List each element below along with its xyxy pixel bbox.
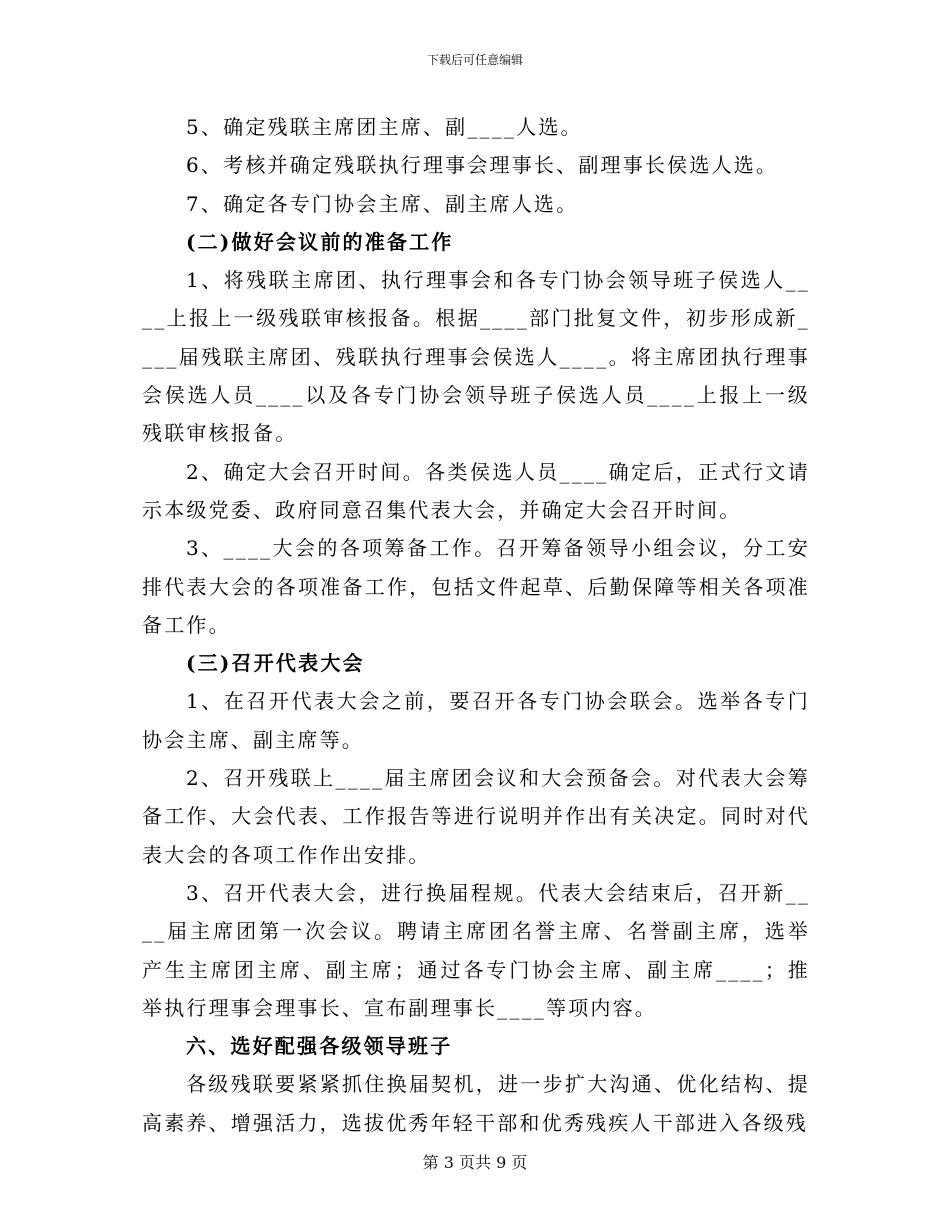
paragraph-prep-3: 3、____大会的各项筹备工作。召开筹备领导小组会议，分工安排代表大会的各项准备工作，包括文件起草、后勤保障等相关各项准备工作。	[142, 536, 810, 637]
section-heading-2: (二)做好会议前的准备工作	[186, 229, 454, 254]
paragraph-congress-3: 3、召开代表大会，进行换届程规。代表大会结束后，召开新____届主席团第一次会议。聘请主席团名誉主席、名誉副主席，选举产生主席团主席、副主席；通过各专门协会主席、副主席____；推举执行理事会理事长、宣布副理事长____等项内容。	[142, 880, 810, 1020]
list-item-5: 5、确定残联主席团主席、副____人选。	[186, 115, 583, 139]
paragraph-prep-2: 2、确定大会召开时间。各类侯选人员____确定后，正式行文请示本级党委、政府同意召集代表大会，并确定大会召开时间。	[142, 459, 810, 522]
list-item-7: 7、确定各专门协会主席、副主席人选。	[186, 191, 579, 216]
section-heading-3: (三)召开代表大会	[186, 651, 365, 676]
list-item-6: 6、考核并确定残联执行理事会理事长、副理事长侯选人选。	[186, 153, 779, 178]
page-number: 第 3 页共 9 页	[422, 1153, 528, 1172]
document-body	[142, 108, 810, 1142]
paragraph-leadership: 各级残联要紧紧抓住换届契机，进一步扩大沟通、优化结构、提高素养、增强活力，选拔优秀年轻干部和优秀残疾人干部进入各级残	[142, 1072, 810, 1135]
paragraph-prep-1: 1、将残联主席团、执行理事会和各专门协会领导班子侯选人____上报上一级残联审核报备。根据____部门批复文件，初步形成新____届残联主席团、残联执行理事会侯选人____。将主席团执行理事会侯选人员____以及各专门协会领导班子侯选人员____上报上一级残联审核报备。	[142, 268, 810, 446]
paragraph-congress-2: 2、召开残联上____届主席团会议和大会预备会。对代表大会筹备工作、大会代表、工作报告等进行说明并作出有关决定。同时对代表大会的各项工作作出安排。	[142, 766, 810, 867]
page-header: 下载后可任意编辑	[426, 53, 523, 67]
paragraph-congress-1: 1、在召开代表大会之前，要召开各专门协会联会。选举各专门协会主席、副主席等。	[142, 689, 810, 752]
section-heading-6: 六、选好配强各级领导班子	[186, 1034, 453, 1059]
